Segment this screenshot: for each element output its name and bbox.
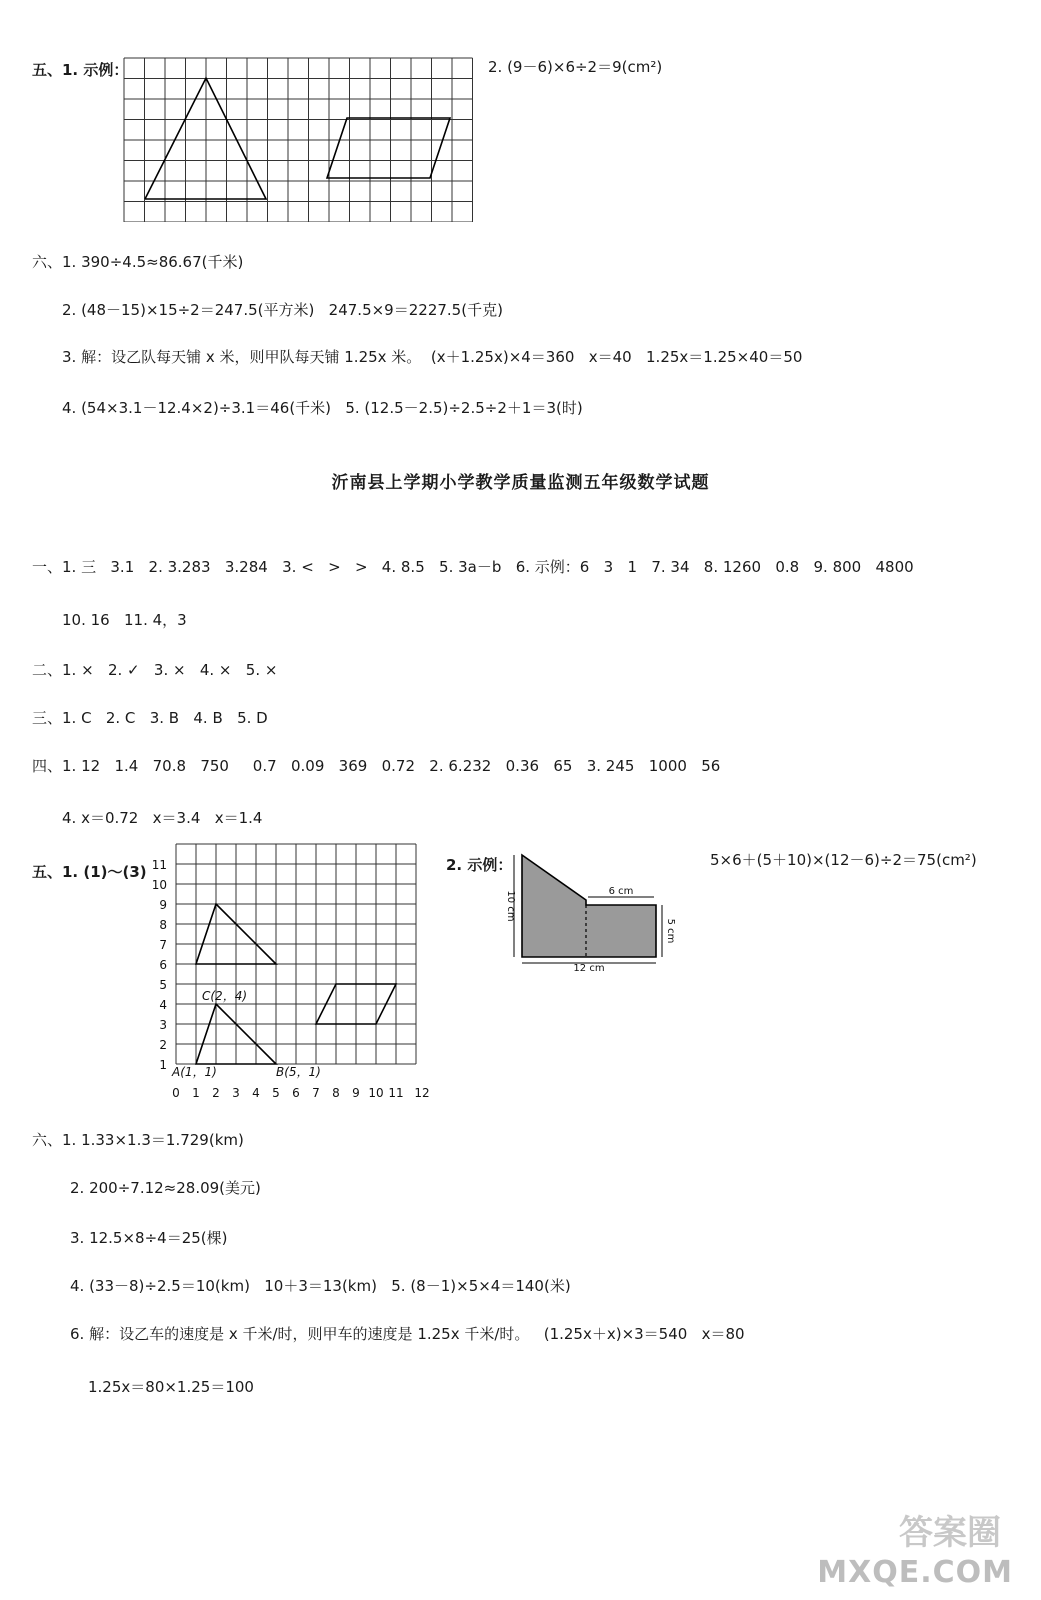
- part2-s6-q2: 2. 200÷7.12≈28.09(美元): [70, 1179, 261, 1197]
- part2-s6-q1: 六、1. 1.33×1.3＝1.729(km): [32, 1131, 244, 1149]
- part1-s6-q3: 3. 解：设乙队每天铺 x 米，则甲队每天铺 1.25x 米。 (x＋1.25x)×4＝360 x＝40 1.25x＝1.25×40＝50: [62, 348, 803, 366]
- part2-s6-q4: 4. (33－8)÷2.5＝10(km) 10＋3＝13(km) 5. (8－1)×5×4＝140(米): [70, 1277, 571, 1295]
- x-tick-label: 7: [312, 1086, 320, 1100]
- y-tick-label: 3: [159, 1018, 167, 1032]
- x-tick-label: 9: [352, 1086, 360, 1100]
- y-tick-label: 8: [159, 918, 167, 932]
- shape-label-left: 10 cm: [505, 890, 516, 922]
- part1-s5-q1-label: 五、1. 示例：: [32, 61, 129, 79]
- part2-s6-q6-line1: 6. 解：设乙车的速度是 x 千米/时，则甲车的速度是 1.25x 千米/时。 (1.25x＋x)×3＝540 x＝80: [70, 1325, 745, 1343]
- x-tick-label: 5: [272, 1086, 280, 1100]
- part1-s5-q2: 2. (9－6)×6÷2＝9(cm²): [488, 58, 663, 76]
- part2-s1-line1: 一、1. 三 3.1 2. 3.283 3.284 3. < > > 4. 8.5 5. 3a－b 6. 示例：6 3 1 7. 34 8. 1260 0.8 9. 800 4800: [32, 558, 914, 576]
- part1-s6-q1: 六、1. 390÷4.5≈86.67(千米): [32, 253, 244, 271]
- x-tick-label: 8: [332, 1086, 340, 1100]
- part2-s2: 二、1. × 2. ✓ 3. × 4. × 5. ×: [32, 661, 278, 679]
- y-tick-label: 2: [159, 1038, 167, 1052]
- part2-s4-line2: 4. x＝0.72 x＝3.4 x＝1.4: [62, 809, 263, 827]
- x-tick-label: 3: [232, 1086, 240, 1100]
- y-tick-label: 6: [159, 958, 167, 972]
- x-tick-label: 0: [172, 1086, 180, 1100]
- y-tick-label: 7: [159, 938, 167, 952]
- part2-s5-q2-formula: 5×6＋(5＋10)×(12－6)÷2＝75(cm²): [710, 851, 977, 869]
- shape-label-right: 5 cm: [665, 918, 676, 944]
- y-tick-label: 1: [159, 1058, 167, 1072]
- part2-s5-q1-label: 五、1. (1)～(3): [32, 863, 147, 881]
- y-tick-label: 5: [159, 978, 167, 992]
- x-tick-label: 1: [192, 1086, 200, 1100]
- part2-s3: 三、1. C 2. C 3. B 4. B 5. D: [32, 709, 268, 727]
- shape-label-bottom: 12 cm: [573, 963, 605, 974]
- point-a-label: A(1，1): [172, 1065, 217, 1079]
- composite-shape: [522, 855, 656, 957]
- coordinate-graph: [150, 840, 440, 1102]
- x-tick-label: 4: [252, 1086, 260, 1100]
- part1-s6-q4: 4. (54×3.1－12.4×2)÷3.1＝46(千米) 5. (12.5－2.5)÷2.5÷2＋1＝3(时): [62, 399, 583, 417]
- x-tick-label: 11: [388, 1086, 404, 1100]
- watermark-en: MXQE.COM: [817, 1555, 1013, 1590]
- x-tick-label: 6: [292, 1086, 300, 1100]
- y-tick-label: 11: [151, 858, 167, 872]
- point-b-label: B(5，1): [276, 1065, 321, 1079]
- part1-s6-q2: 2. (48－15)×15÷2＝247.5(平方米) 247.5×9＝2227.5(千克): [62, 301, 503, 319]
- part2-s5-q2-label: 2. 示例：: [446, 856, 513, 874]
- y-tick-label: 4: [159, 998, 167, 1012]
- composite-shape-figure: [500, 845, 680, 975]
- part2-s6-q6-line2: 1.25x＝80×1.25＝100: [88, 1378, 254, 1396]
- part2-s4-line1: 四、1. 12 1.4 70.8 750 0.7 0.09 369 0.72 2. 6.232 0.36 65 3. 245 1000 56: [32, 757, 721, 775]
- shape-label-top: 6 cm: [608, 886, 634, 897]
- y-tick-label: 10: [151, 878, 167, 892]
- grid-figure-1: [120, 56, 475, 222]
- part2-s6-q3: 3. 12.5×8÷4＝25(棵): [70, 1229, 228, 1247]
- point-c-label: C(2，4): [202, 989, 248, 1003]
- page-title: 沂南县上学期小学教学质量监测五年级数学试题: [331, 473, 710, 493]
- x-tick-label: 10: [368, 1086, 384, 1100]
- x-tick-label: 2: [212, 1086, 220, 1100]
- part2-s1-line2: 10. 16 11. 4，3: [62, 611, 187, 629]
- watermark-cn: 答案圈: [899, 1513, 1001, 1553]
- y-tick-label: 9: [159, 898, 167, 912]
- x-tick-label: 12: [414, 1086, 430, 1100]
